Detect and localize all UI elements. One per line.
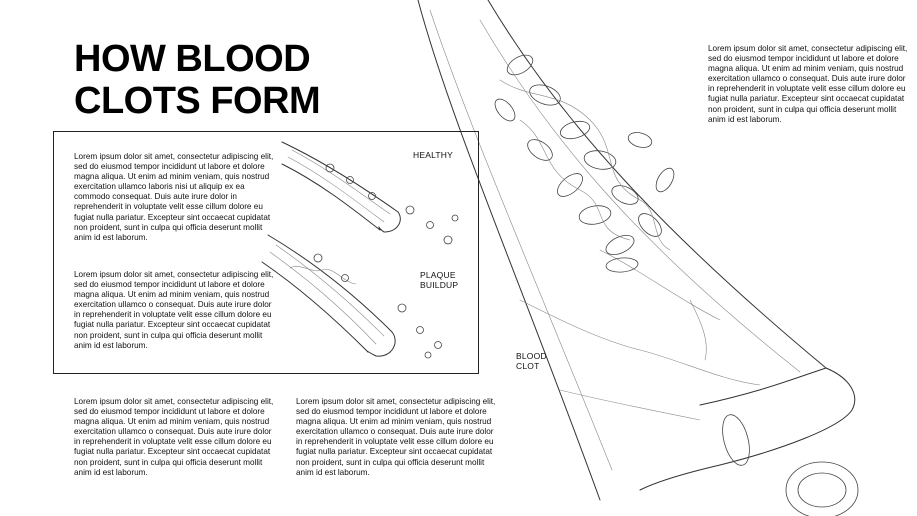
top-right-description: Lorem ipsum dolor sit amet, consectetur adipiscing elit, sed do eiusmod tempor incididunt ut labore et dolore magna aliqua. Ut enim ad minim veniam, quis nostrud exercitation ullamco o consequat. Duis aute irure dolor in reprehenderit in voluptate velit esse cillum dolore eu fugiat nulla pariatur. Excepteur sint occaecat cupidatat non proident, sunt in culpa qui officia deserunt mollit anim id est laborum.	[708, 44, 908, 124]
page-title-line-2: CLOTS FORM	[74, 80, 321, 122]
clot-label-line-2: CLOT	[516, 361, 540, 371]
clot-label-line-1: BLOOD	[516, 351, 547, 361]
plaque-label-line-2: BUILDUP	[420, 280, 459, 290]
clot-cells	[491, 51, 677, 273]
plaque-label-line-1: PLAQUE	[420, 270, 456, 280]
blood-clot-label	[516, 351, 576, 371]
page-title	[74, 38, 374, 122]
healthy-label: HEALTHY	[413, 150, 453, 160]
bottom-left-description: Lorem ipsum dolor sit amet, consectetur adipiscing elit, sed do eiusmod tempor incididunt ut labore et dolore magna aliqua. Ut enim ad minim veniam, quis nostrud exercitation ullamco o consequat. Duis aute irure dolor in reprehenderit in voluptate velit esse cillum dolore eu fugiat nulla pariatur. Excepteur sint occaecat cupidatat non proident, sunt in culpa qui officia deserunt mollit anim id est laborum.	[74, 397, 274, 477]
healthy-description: Lorem ipsum dolor sit amet, consectetur adipiscing elit, sed do eiusmod tempor incididunt ut labore et dolore magna aliqua. Ut enim ad minim veniam, quis nostrud exercitation ullamco laboris nisi ut aliquip ex ea commodo consequat. Duis aute irure dolor in reprehenderit in voluptate velit esse cillum dolore eu fugiat nulla pariatur. Excepteur sint occaecat cupidatat non proident, sunt in culpa qui officia deserunt mollit anim id est laborum.	[74, 152, 274, 242]
page-title-line-1: HOW BLOOD	[74, 38, 311, 80]
plaque-buildup-label	[420, 270, 480, 290]
bottom-middle-description: Lorem ipsum dolor sit amet, consectetur adipiscing elit, sed do eiusmod tempor incididunt ut labore et dolore magna aliqua. Ut enim ad minim veniam, quis nostrud exercitation ullamco o consequat. Duis aute irure dolor in reprehenderit in voluptate velit esse cillum dolore eu fugiat nulla pariatur. Excepteur sint occaecat cupidatat non proident, sunt in culpa qui officia deserunt mollit anim id est laborum.	[296, 397, 496, 477]
plaque-description: Lorem ipsum dolor sit amet, consectetur adipiscing elit, sed do eiusmod tempor incididunt ut labore et dolore magna aliqua. Ut enim ad minim veniam, quis nostrud exercitation ullamco o consequat. Duis aute irure dolor in reprehenderit in voluptate velit esse cillum dolore eu fugiat nulla pariatur. Excepteur sint occaecat cupidatat non proident, sunt in culpa qui officia deserunt mollit anim id est laborum.	[74, 270, 274, 350]
